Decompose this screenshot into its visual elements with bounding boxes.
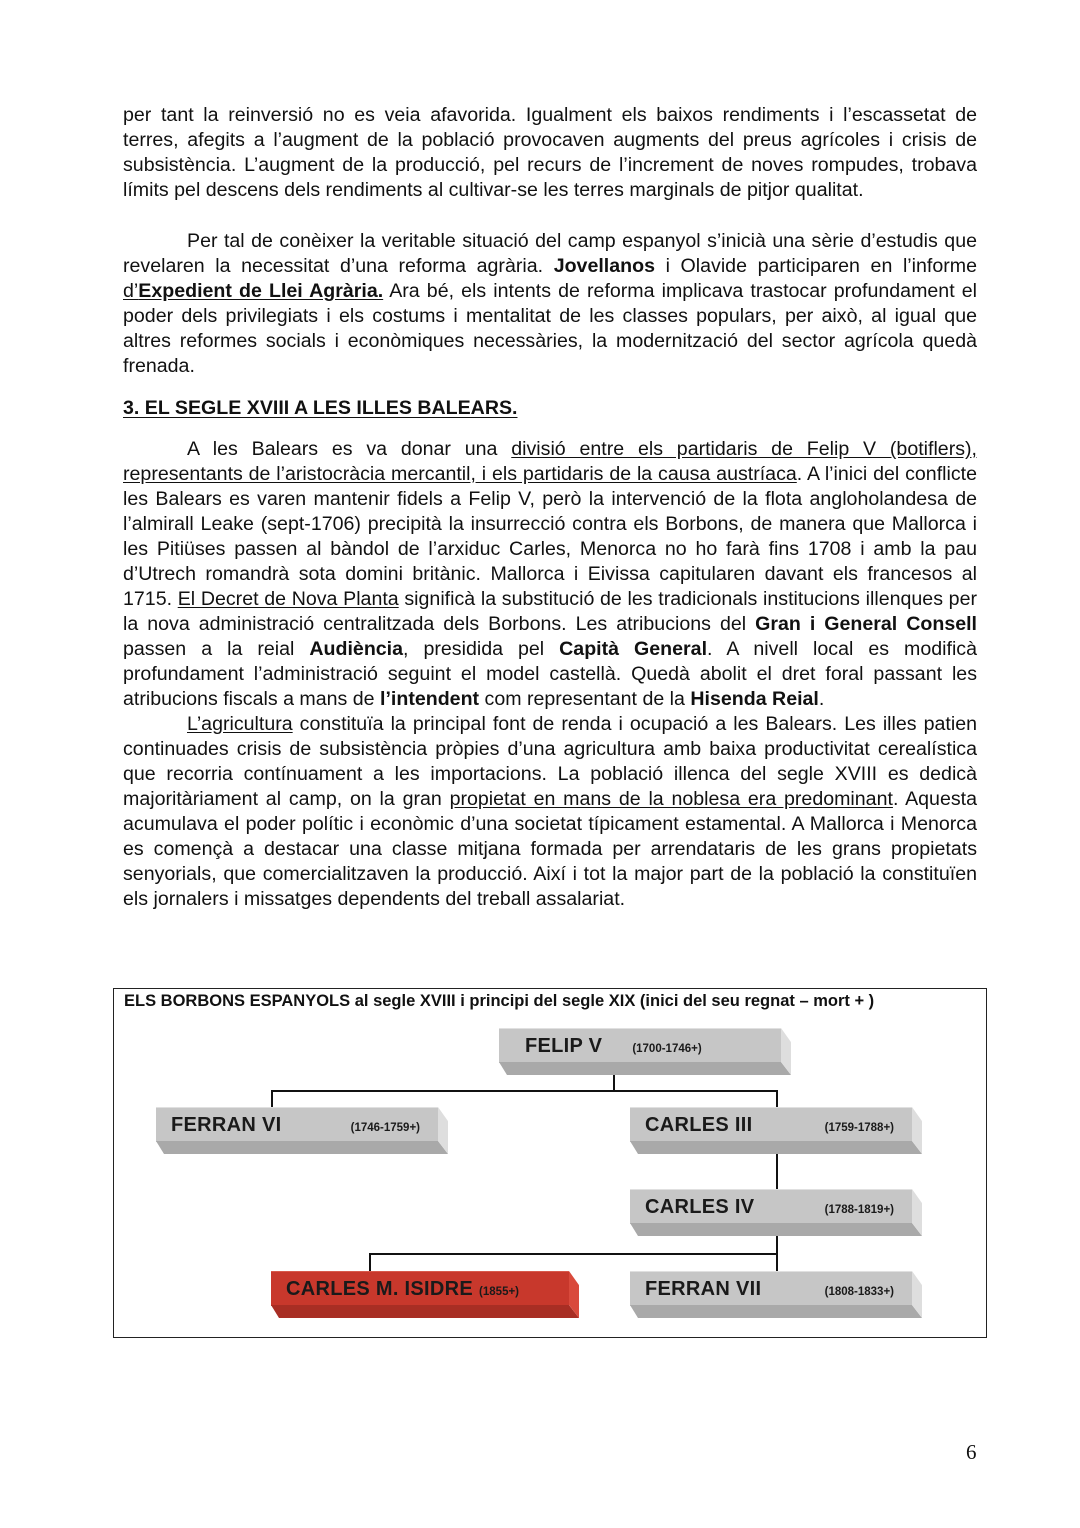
text-run: , presidida pel [403,638,560,660]
bold-text: Capità General [559,638,708,660]
bold-text: Hisenda Reial [690,688,819,710]
underline-agricultura: L’agricultura [187,713,293,735]
connector-line [369,1253,371,1271]
text-run: . A l’inici del conflicte les Balears es varen mantenir fidels a Felip V, però la intervenció de la flota angloholandesa de l’almirall Leake (sept-1706) precipità la insurrecció contra els Borbons, de manera que Mallorca i les Pitiüses passen al bàndol de l’arxiduc Carles, Menorca no ho farà fins 1708 i amb la pau d’Utrech romandrà sota domini britànic. Mallorca i Eivissa capitularen davant els francesos al 1715. [123,463,977,610]
node-name: CARLES III [645,1113,753,1136]
node-name: FERRAN VI [171,1113,282,1136]
node-years: (1700-1746+) [632,1043,702,1055]
borbons-family-tree [113,988,987,1338]
node-years: (1759-1788+) [824,1122,894,1134]
node-ferran-vi [156,1107,448,1154]
node-name: CARLES IV [645,1195,755,1218]
node-ferran-vii [630,1271,922,1318]
underline-text: d’ [123,280,139,302]
section-heading: 3. EL SEGLE XVIII A LES ILLES BALEARS. [123,397,518,419]
node-years: (1746-1759+) [350,1122,420,1134]
underline-text: divisió entre els partidaris de Felip V (botiflers), representants de l’aristocràcia mercantil, i els partidaris de la causa austríaca [123,438,977,485]
text-run: Per tal de conèixer la veritable situació del camp espanyol s’inicià una sèrie d’estudis que revelaren la necessitat d’una reforma agrària. [123,230,977,277]
node-years: (1855+) [479,1286,520,1298]
text-run: . [818,688,825,710]
text-run: passen a la reial [123,638,310,660]
text-run: A les Balears es va donar una [187,438,512,460]
text-run: i Olavide participaren en l’informe [654,255,977,277]
text-run: . Aquesta acumulava el poder polític i econòmic d’una societat típicament estamental. A Mallorca i Menorca es començà a destacar una classe mitjana formada per arrendataris de les grans propietats senyorials, que comercialitzaven la producció. Així i tot la major part de la població la constituïen els jornalers i missatges dependents del treball assalariat. [123,788,977,910]
node-name: FERRAN VII [645,1277,762,1300]
page-number: 6 [966,1440,977,1464]
paragraph-1-text: per tant la reinversió no es veia afavorida. Igualment els baixos rendiments i l’escassetat de terres, afegits a l’augment de la població provocaven augments del preus agrícoles i crisis de subsistència. L’augment de la producció, pel recurs de l’increment de noves rompudes, trobava límits pel descens dels rendiments al cultivar-se les terres marginals de pitjor qualitat. [123,104,977,201]
paragraph-1 [123,103,977,203]
bold-text: Audiència [309,638,404,660]
node-felip-v [499,1028,791,1075]
node-name: FELIP V [525,1034,603,1057]
node-name: CARLES M. ISIDRE [286,1277,474,1300]
node-carles-m-isidre [271,1271,579,1318]
diagram-title: ELS BORBONS ESPANYOLS al segle XVIII i principi del segle XIX (inici del seu regnat – mort + ) [124,992,875,1010]
connector-line [271,1090,273,1108]
node-carles-iv [630,1189,922,1236]
paragraph-3 [123,437,977,912]
connector-line [271,1090,777,1092]
node-carles-iii [630,1107,922,1154]
bold-underline-expedient: Expedient de Llei Agrària. [138,280,384,302]
text-run: . A nivell local es modificà profundament l’administració seguint el model castellà. Quedà abolit el dret foral passant les atribucions fiscals a mans de [123,638,977,710]
text-run: com representant de la [479,688,691,710]
node-years: (1788-1819+) [824,1204,894,1216]
bold-jovellanos: Jovellanos [553,255,655,277]
text-run: significà la substitució de les tradicionals institucions illenques per la nova administració centralitzada dels Borbons. Les atribucions del [123,588,977,635]
connector-line [776,1090,778,1108]
bold-text: l’intendent [380,688,480,710]
connector-line [369,1253,777,1255]
paragraph-2 [123,229,977,379]
text-run: constituïa la principal font de renda i ocupació a les Balears. Les illes patien continuades crisis de subsistència pròpies d’una agricultura amb baixa productivitat cerealística que recorria contínuament a les importacions. La població illenca del segle XVIII es dedicà majoritàriament al camp, on la gran [123,713,977,810]
bold-text: Gran i General Consell [755,613,977,635]
underline-decret: El Decret de Nova Planta [177,588,399,610]
underline-text: propietat en mans de la noblesa era predominant [449,788,893,810]
node-years: (1808-1833+) [824,1286,894,1298]
text-run: Ara bé, els intents de reforma implicava trastocar profundament el poder dels privilegiats i els costums i mentalitat de les classes populars, per això, al igual que altres reformes socials i econòmiques necessàries, la modernització del sector agrícola quedà frenada. [123,280,977,377]
